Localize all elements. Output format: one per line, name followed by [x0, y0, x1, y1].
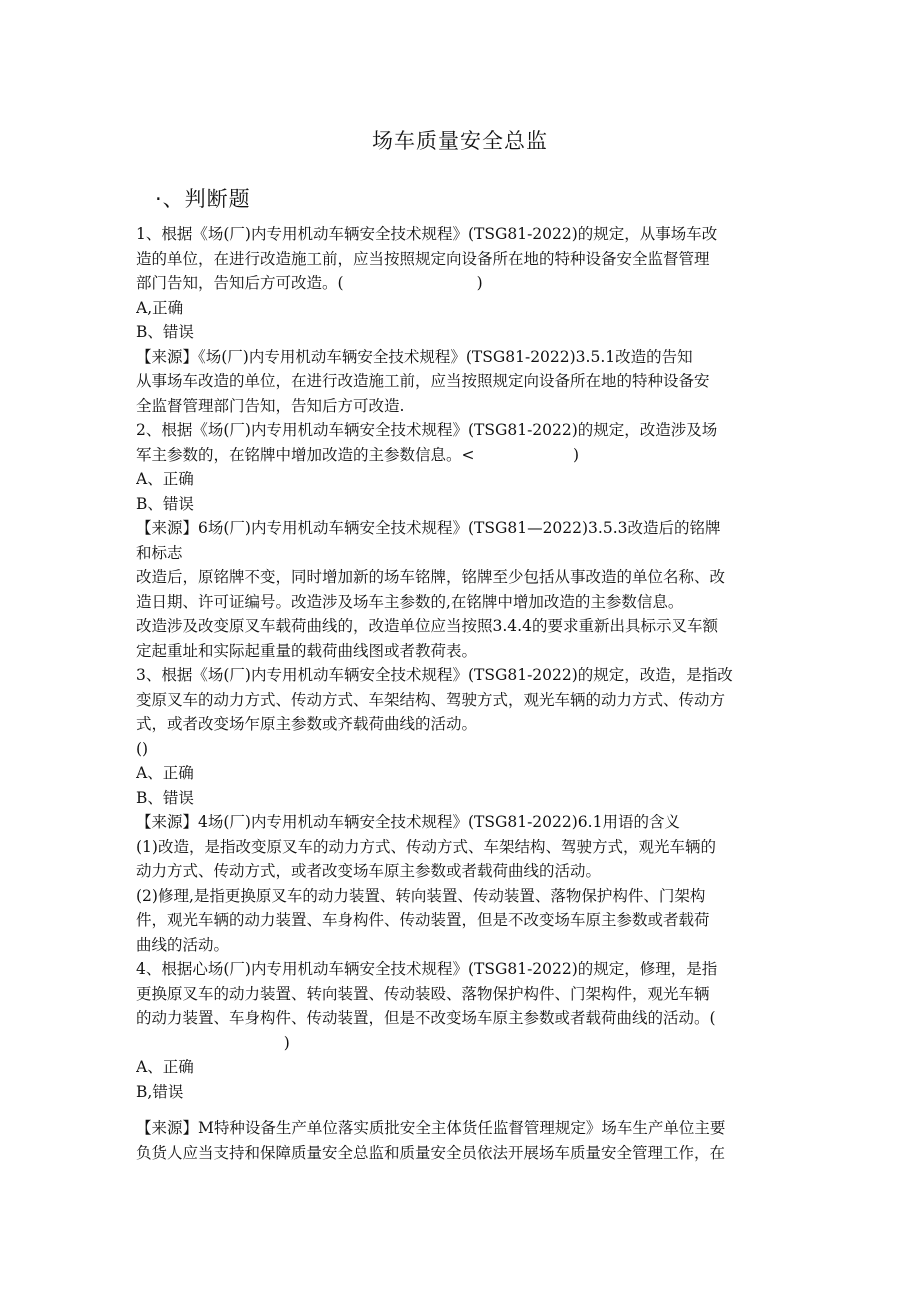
text-line: B、错误 [136, 788, 194, 807]
text-line: 更换原叉车的动力装置、转向装置、传动装殴、落物保护构件、门架构件，观光车辆 [136, 984, 710, 1003]
text-line: 和标志 [136, 543, 183, 562]
text-line: 【来源】M特种设备生产单位落实质批安全主体货任监督管理规定》场车生产单位主要 [136, 1119, 726, 1137]
text-line: A、正确 [136, 764, 194, 782]
text-line: 负货人应当支持和保障质量安全总监和质量安全员依法开展场车质量安全管理工作，在 [136, 1143, 726, 1162]
text-line: 部门告知，告知后方可改造。( ) [136, 274, 483, 292]
text-line: 曲线的活动。 [136, 935, 230, 954]
text-line: 的动力装置、车身构件、传动装置，但是不改变场车原主参数或者载荷曲线的活动。( [136, 1009, 716, 1027]
text-line: 定起重址和实际起重量的载荷曲线图或者教荷表。 [136, 641, 478, 660]
text-line: B,错误 [136, 1082, 184, 1101]
text-line: 【来源】《场(厂)内专用机动车辆安全技术规程》(TSG81-2022)3.5.1改造的告知 [136, 347, 693, 366]
document-body [136, 222, 786, 1165]
text-line: 造日期、许可证编号。改造涉及场车主参数的,在铭牌中增加改造的主参数信息。 [136, 592, 684, 611]
text-line: 【来源】4场(厂)内专用机动车辆安全技术规程》(TSG81-2022)6.1用语的含义 [136, 813, 680, 831]
text-line: 动力方式、传动方式，或者改变场车原主参数或者载荷曲线的活动。 [136, 862, 602, 880]
document-title: 场车质量安全总监 [372, 129, 548, 153]
text-line: 改造后，原铭牌不变，同时增加新的场车铭牌，铭牌至少包括从事改造的单位名称、改 [136, 568, 726, 586]
paragraph-gap [136, 1104, 786, 1116]
text-line: A,正确 [136, 298, 184, 317]
text-line: 1、根据《场(厂)内专用机动车辆安全技术规程》(TSG81-2022)的规定，从事场车改 [136, 225, 718, 243]
text-line: B、错误 [136, 323, 194, 341]
text-line: A、正确 [136, 470, 194, 488]
text-line: 改造涉及改变原叉车载荷曲线的，改造单位应当按照3.4.4的要求重新出具标示叉车额 [136, 617, 718, 635]
text-line: 变原叉车的动力方式、传动方式、车架结构、驾驶方式，观光车辆的动力方式、传动方 [136, 690, 726, 709]
text-line: B、错误 [136, 494, 194, 513]
text-line: (1)改造，是指改变原叉车的动力方式、传动方式、车架结构、驾驶方式，观光车辆的 [136, 837, 716, 856]
text-line: 军主参数的，在铭牌中增加改造的主参数信息。< ) [136, 445, 580, 464]
text-line: 【来源】6场(厂)内专用机动车辆安全技术规程》(TSG81—2022)3.5.3改造后的铭牌 [136, 519, 721, 537]
text-line: (2)修理,是指更换原叉车的动力装置、转向装置、传动装置、落物保护构件、门架构 [136, 886, 706, 905]
text-line: 3、根据《场(厂)内专用机动车辆安全技术规程》(TSG81-2022)的规定，改造，是指改 [136, 666, 733, 684]
text-line: A、正确 [136, 1058, 194, 1076]
text-line: 件，观光车辆的动力装置、车身构件、传动装置，但是不改变场车原主参数或者载荷 [136, 911, 710, 929]
text-line: ) [136, 1033, 290, 1052]
text-line: 2、根据《场(厂)内专用机动车辆安全技术规程》(TSG81-2022)的规定，改造涉及场 [136, 421, 718, 439]
text-line: 造的单位，在进行改造施工前，应当按照规定向设备所在地的特种设备安全监督管理 [136, 249, 710, 268]
text-line: () [136, 739, 149, 758]
text-line: 式，或者改变场乍原主参数或齐载荷曲线的活动。 [136, 715, 478, 733]
text-line: 从事场车改造的单位，在进行改造施工前，应当按照规定向设备所在地的特种设备安 [136, 372, 710, 390]
text-line: 全监督管理部门告知，告知后方可改造. [136, 396, 405, 415]
section-heading: ·、判断题 [155, 187, 251, 211]
text-line: 4、根据心场(厂)内专用机动车辆安全技术规程》(TSG81-2022)的规定，修理，是指 [136, 960, 718, 978]
